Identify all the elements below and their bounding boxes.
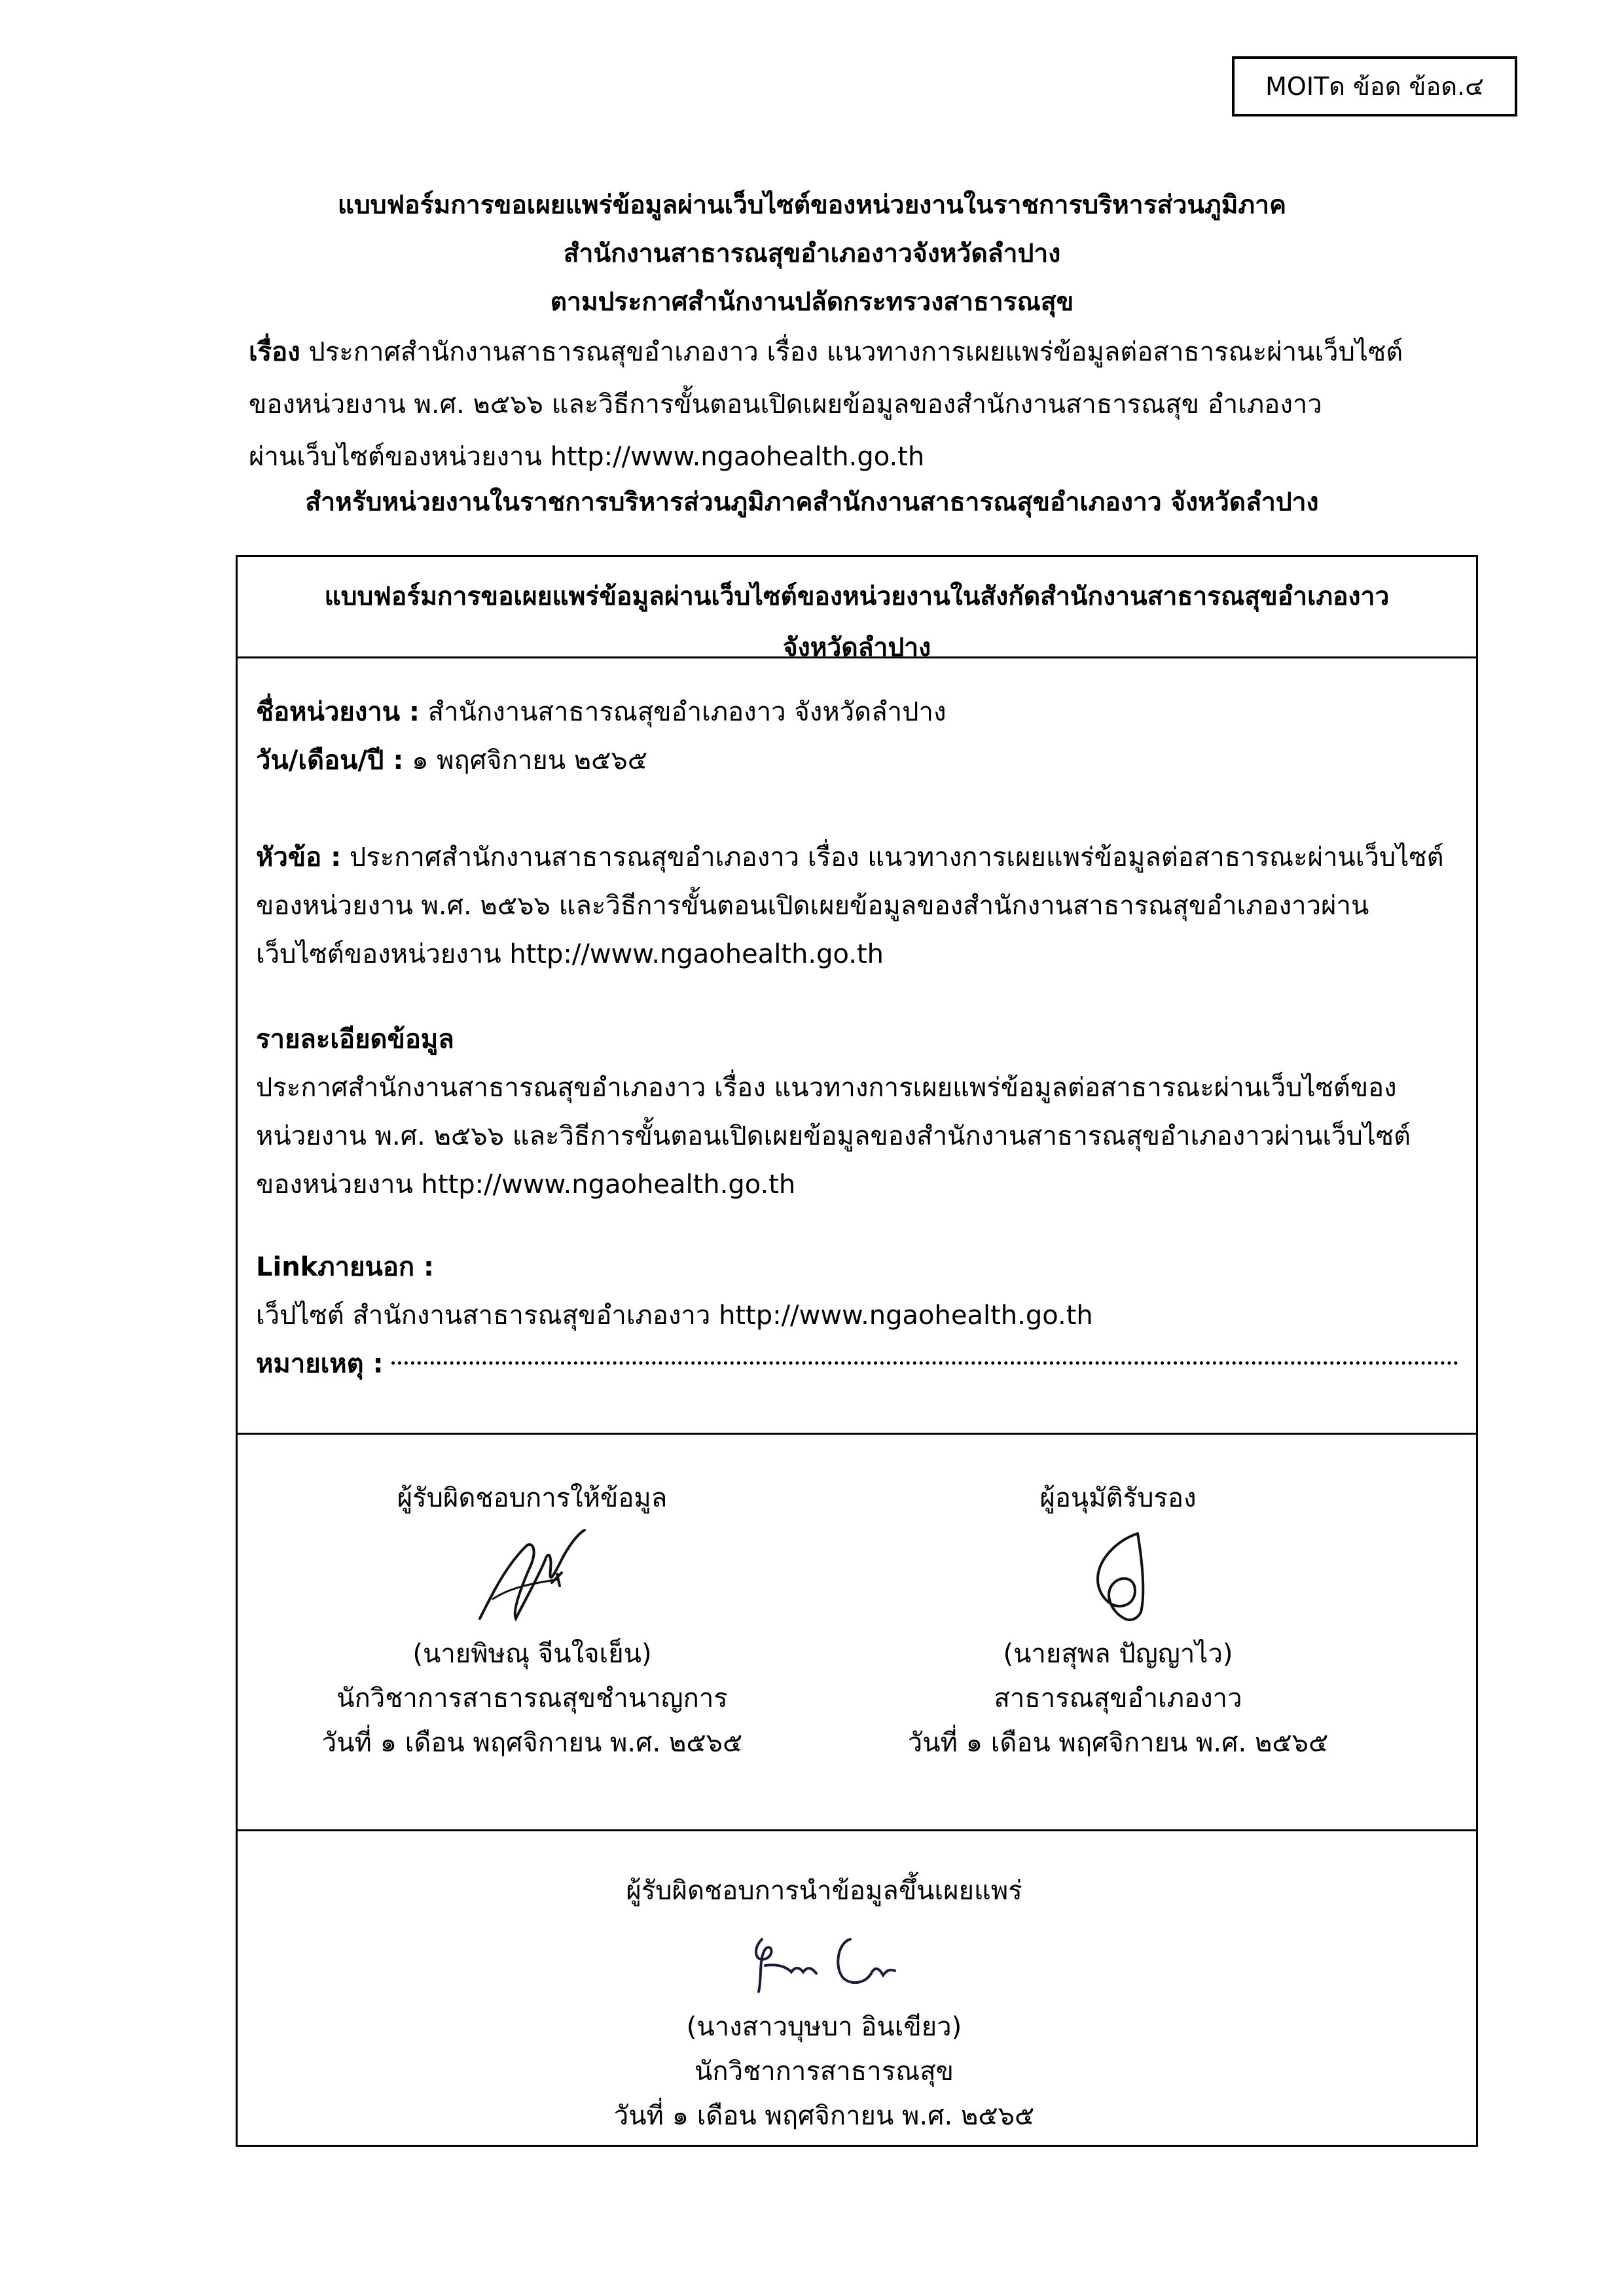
publication-form-table xyxy=(236,555,1478,2147)
unit-date-section xyxy=(256,688,1467,785)
topic-line-2: ของหน่วยงาน พ.ศ. ๒๕๖๖ และวิธีการขั้นตอนเปิดเผยข้อมูลของสำนักงานสาธารณสุขอำเภองาวผ่าน xyxy=(256,891,1369,921)
topic-line-1 xyxy=(256,833,1467,882)
reference-code-box: MOITด ข้อด ข้อด.๔ xyxy=(1232,56,1517,117)
unit-value: สำนักงานสาธารณสุขอำเภองาว จังหวัดลำปาง xyxy=(420,697,947,727)
detail-line-1: ประกาศสำนักงานสาธารณสุขอำเภองาว เรื่อง แนวทางการเผยแพร่ข้อมูลต่อสาธารณะผ่านเว็บไซต์ของ xyxy=(256,1073,1397,1103)
provider-position: นักวิชาการสาธารณสุขชำนาญการ xyxy=(336,1683,728,1713)
publisher-date: วันที่ ๑ เดือน พฤศจิกายน พ.ศ. ๒๕๖๕ xyxy=(613,2101,1035,2131)
approver-role: ผู้อนุมัติรับรอง xyxy=(1039,1483,1197,1513)
topic-text-1: ประกาศสำนักงานสาธารณสุขอำเภองาว เรื่อง แนวทางการเผยแพร่ข้อมูลต่อสาธารณะผ่านเว็บไซต์ xyxy=(341,842,1444,872)
subject-text-1: ประกาศสำนักงานสาธารณสุขอำเภองาว เรื่อง แนวทางการเผยแพร่ข้อมูลต่อสาธารณะผ่านเว็บไซต์ xyxy=(300,337,1403,367)
header-line-2: สำนักงานสาธารณสุขอำเภองาวจังหวัดลำปาง xyxy=(563,239,1061,268)
detail-label: รายละเอียดข้อมูล xyxy=(256,1024,454,1054)
approver-signature-image xyxy=(1039,1520,1197,1632)
topic-line-3: เว็บไซต์ของหน่วยงาน http://www.ngaohealth.go.th xyxy=(256,939,884,969)
form-title-line-2: จังหวัดลำปาง xyxy=(782,633,931,662)
topic-label: หัวข้อ : xyxy=(256,842,342,872)
subject-line-2: ของหน่วยงาน พ.ศ. ๒๕๖๖ และวิธีการขั้นตอนเปิดเผยข้อมูลของสำนักงานสาธารณสุข อำเภองาว xyxy=(249,389,1322,420)
link-section xyxy=(256,1243,1467,1388)
header-line-3: ตามประกาศสำนักงานปลัดกระทรวงสาธารณสุข xyxy=(550,287,1074,317)
publisher-signature-image xyxy=(726,1913,922,2005)
provider-role: ผู้รับผิดชอบการให้ข้อมูล xyxy=(397,1483,668,1513)
date-label: วัน/เดือน/ปี : xyxy=(256,745,404,776)
divider-title xyxy=(238,656,1476,658)
subject-label: เรื่อง xyxy=(249,337,300,367)
detail-line-2: หน่วยงาน พ.ศ. ๒๕๖๖ และวิธีการขั้นตอนเปิดเผยข้อมูลของสำนักงานสาธารณสุขอำเภองาวผ่านเว็บไซต์ xyxy=(256,1121,1411,1151)
approver-position: สาธารณสุขอำเภองาว xyxy=(994,1683,1242,1713)
signature-publisher xyxy=(530,1869,1119,2138)
link-label: Linkภายนอก : xyxy=(256,1252,435,1282)
note-row xyxy=(256,1340,1467,1388)
subject-line-3: ผ่านเว็บไซต์ของหน่วยงาน http://www.ngaohealth.go.th xyxy=(249,442,925,472)
publisher-role: ผู้รับผิดชอบการนำข้อมูลขึ้นเผยแพร่ xyxy=(626,1876,1022,1906)
provider-signature-image xyxy=(454,1520,611,1632)
date-row xyxy=(256,736,1467,785)
provider-name: (นายพิษณุ จีนใจเย็น) xyxy=(412,1639,652,1669)
date-value: ๑ พฤศจิกายน ๒๕๖๕ xyxy=(403,745,648,776)
publisher-position: นักวิชาการสาธารณสุข xyxy=(695,2056,954,2087)
approver-name: (นายสุพล ปัญญาไว) xyxy=(1003,1639,1233,1669)
unit-row xyxy=(256,688,1467,736)
for-unit-line: สำหรับหน่วยงานในราชการบริหารส่วนภูมิภาคสำนักงานสาธารณสุขอำเภองาว จังหวัดลำปาง xyxy=(305,488,1319,517)
divider-publisher xyxy=(238,1829,1476,1831)
signature-provider xyxy=(238,1476,827,1765)
topic-section xyxy=(256,833,1467,978)
provider-date: วันที่ ๑ เดือน พฤศจิกายน พ.ศ. ๒๕๖๕ xyxy=(321,1728,743,1758)
link-value: เว็ปไซต์ สำนักงานสาธารณสุขอำเภองาว http://www.ngaohealth.go.th xyxy=(256,1300,1093,1331)
signature-approver xyxy=(823,1476,1413,1765)
unit-label: ชื่อหน่วยงาน : xyxy=(256,697,420,727)
header-line-1: แบบฟอร์มการขอเผยแพร่ข้อมูลผ่านเว็บไซต์ของหน่วยงานในราชการบริหารส่วนภูมิภาค xyxy=(337,190,1287,220)
publisher-name: (นางสาวบุษบา อินเขียว) xyxy=(686,2012,962,2042)
subject-block xyxy=(249,326,1473,483)
note-label: หมายเหตุ : xyxy=(256,1349,384,1379)
detail-section xyxy=(256,1015,1467,1209)
approver-date: วันที่ ๑ เดือน พฤศจิกายน พ.ศ. ๒๕๖๕ xyxy=(907,1728,1329,1758)
note-dotted-line xyxy=(391,1361,1458,1365)
divider-signatures xyxy=(238,1433,1476,1435)
form-title-line-1: แบบฟอร์มการขอเผยแพร่ข้อมูลผ่านเว็บไซต์ของหน่วยงานในสังกัดสำนักงานสาธารณสุขอำเภองาว xyxy=(324,582,1390,611)
subject-line-1 xyxy=(249,326,1473,378)
detail-line-3: ของหน่วยงาน http://www.ngaohealth.go.th xyxy=(256,1170,796,1200)
